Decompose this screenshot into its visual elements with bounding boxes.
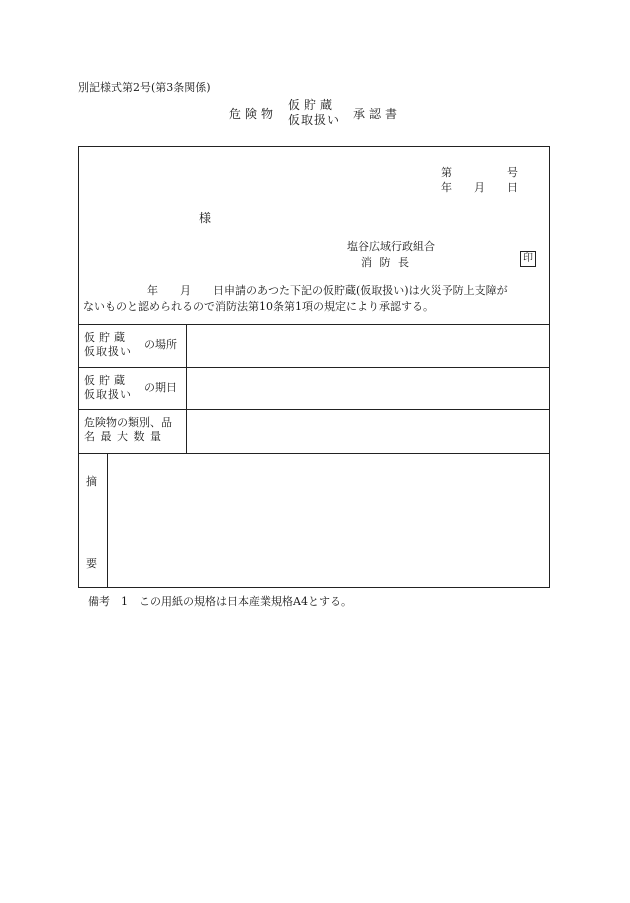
row-label-hazmat-info — [84, 416, 172, 444]
approval-text-line-1: 年 月 日申請のあつた下記の仮貯蔵(仮取扱い)は火災予防上支障が — [147, 284, 508, 297]
storage-period-field[interactable] — [189, 370, 547, 407]
footnote: 備考 1 この用紙の規格は日本産業規格A4とする。 — [88, 595, 352, 608]
remarks-label-bottom: 要 — [86, 557, 97, 570]
issuer-title: 消 防 長 — [361, 256, 411, 269]
issue-date: 年 月 日 — [441, 181, 518, 194]
row-label-storage-place — [84, 331, 177, 359]
row-label-suffix: の場所 — [144, 338, 177, 351]
row-divider — [79, 453, 549, 454]
row-label-storage-period — [84, 374, 177, 402]
column-divider — [186, 324, 187, 453]
row-label-line: 仮取扱い — [84, 388, 132, 401]
row-label-line: 仮貯蔵 — [84, 331, 129, 344]
row-divider — [79, 367, 549, 368]
recipient-honorific: 様 — [199, 211, 212, 225]
remarks-label-top: 摘 — [86, 475, 97, 488]
document-title — [0, 96, 630, 126]
title-stacked-2: 仮取扱い — [288, 113, 341, 127]
row-divider — [79, 324, 549, 325]
column-divider — [107, 453, 108, 588]
document-number: 第 号 — [441, 166, 518, 179]
storage-place-field[interactable] — [189, 327, 547, 365]
row-label-suffix: の期日 — [144, 381, 177, 394]
row-label-line: 仮貯蔵 — [84, 374, 129, 387]
hazmat-info-field[interactable] — [189, 412, 547, 451]
remarks-field[interactable] — [110, 456, 547, 585]
issuer-organization: 塩谷広域行政組合 — [347, 240, 435, 253]
row-label-line: 危険物の類別、品 — [84, 416, 172, 429]
form-id: 別記様式第2号(第3条関係) — [78, 81, 211, 94]
form-frame — [78, 146, 550, 588]
approval-text-line-2: ないものと認められるので消防法第10条第1項の規定により承認する。 — [83, 300, 434, 313]
seal-mark: 印 — [520, 251, 536, 267]
row-label-line: 名 最 大 数 量 — [84, 430, 162, 443]
title-stacked-1: 仮貯蔵 — [288, 98, 337, 112]
row-label-line: 仮取扱い — [84, 345, 132, 358]
row-divider — [79, 409, 549, 410]
title-suffix: 承認書 — [353, 107, 402, 121]
title-prefix: 危険物 — [229, 107, 278, 121]
